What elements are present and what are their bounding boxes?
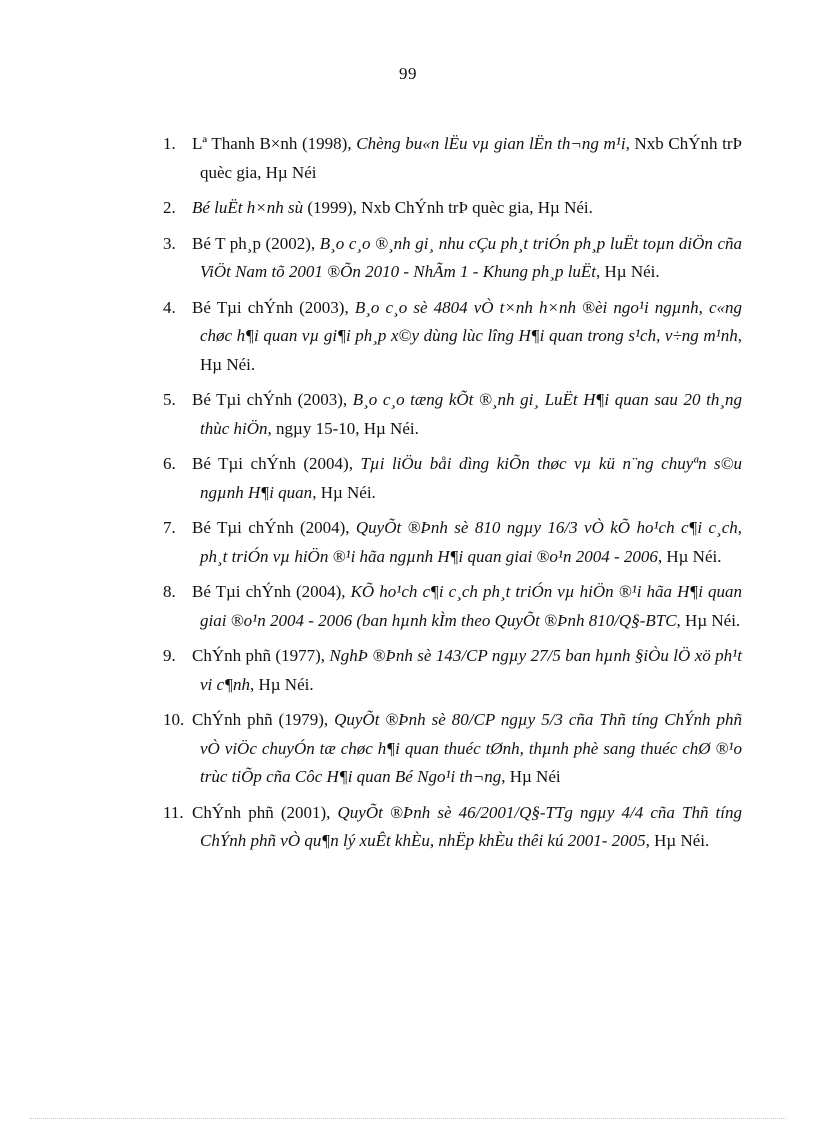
reference-publisher: , Hµ Néi. — [249, 674, 314, 694]
reference-item — [134, 578, 742, 635]
reference-author: ChÝnh phñ (1977), — [192, 646, 330, 665]
reference-number: 1. — [163, 134, 176, 153]
reference-item — [134, 799, 742, 856]
reference-number: 6. — [163, 454, 176, 473]
reference-item — [134, 386, 742, 443]
reference-number: 2. — [163, 198, 176, 217]
reference-title: B¸o c¸o sè 4804 vÒ t×nh h×nh ®èi ngo¹i ngµnh, c«ng chøc h¶i quan vµ gi¶i ph¸p x©y dùng lùc lîng H¶i quan trong s¹ch, v÷ng m¹nh — [200, 297, 743, 345]
reference-author: ChÝnh phñ (2001), — [192, 802, 338, 822]
reference-list — [134, 130, 742, 863]
reference-title: KÕ ho¹ch c¶i c¸ch ph¸t triÓn vµ hiÖn ®¹i hãa H¶i quan giai ®o¹n 2004 - 2006 (ban hµnh kÌm theo QuyÕt ®Þnh 810/Q§-BTC — [200, 582, 743, 630]
reference-publisher: , Nxb ChÝnh trÞ quèc gia, Hµ Néi — [200, 134, 743, 182]
reference-title: QuyÕt ®Þnh sè 46/2001/Q§-TTg ngµy 4/4 cña Thñ tíng ChÝnh phñ vÒ qu¶n lý xuÊt khÈu, nhËp khÈu thêi kú 2001- 2005 — [200, 802, 742, 850]
reference-author: Bé T ph¸p (2002), — [192, 233, 320, 253]
reference-title: Tµi liÖu båi dìng kiÕn thøc vµ kü n¨ng chuyªn s©u ngµnh H¶i quan — [200, 454, 742, 502]
reference-item — [134, 230, 742, 287]
reference-publisher: , Hµ Néi. — [645, 831, 710, 850]
reference-publisher: , Hµ Néi. — [312, 482, 376, 502]
reference-publisher: (1999), Nxb ChÝnh trÞ quèc gia, Hµ Néi. — [303, 198, 593, 217]
reference-publisher: , Hµ Néi. — [657, 546, 722, 566]
reference-title: QuyÕt ®Þnh sè 810 ngµy 16/3 vÒ kÕ ho¹ch c¶i c¸ch, ph¸t triÓn vµ hiÖn ®¹i hãa ngµnh H¶i quan giai ®o¹n 2004 - 2006 — [200, 518, 743, 566]
reference-number: 7. — [163, 518, 176, 537]
reference-number: 10. — [163, 710, 185, 729]
reference-number: 3. — [163, 233, 176, 253]
reference-author: Bé Tµi chÝnh (2003), — [192, 390, 353, 409]
reference-author: Bé Tµi chÝnh (2004), — [192, 518, 356, 537]
reference-item — [134, 130, 742, 187]
page-bottom-divider — [30, 1118, 786, 1119]
reference-number: 11. — [163, 802, 184, 822]
reference-title: B¸o c¸o tæng kÕt ®¸nh gi¸ LuËt H¶i quan sau 20 th¸ng thùc hiÖn — [200, 390, 742, 438]
reference-publisher: , Hµ Néi — [501, 767, 561, 786]
reference-number: 9. — [163, 646, 176, 665]
page-number: 99 — [399, 64, 417, 83]
reference-author: Bé Tµi chÝnh (2004), — [192, 454, 361, 473]
reference-title: NghÞ ®Þnh sè 143/CP ngµy 27/5 ban hµnh §iÒu lÖ xö ph¹t vi c¶nh — [200, 646, 742, 694]
reference-item — [134, 642, 742, 699]
reference-publisher: , Hµ Néi. — [596, 262, 660, 281]
reference-item — [134, 194, 742, 223]
reference-title: Chèng bu«n lËu vµ gian lËn th¬ng m¹i — [356, 134, 626, 153]
reference-number: 5. — [163, 390, 176, 409]
reference-publisher: , Hµ Néi. — [676, 610, 741, 630]
reference-author: ChÝnh phñ (1979), — [192, 710, 335, 729]
reference-publisher: , Hµ Néi. — [200, 326, 742, 374]
reference-item — [134, 514, 742, 571]
reference-item — [134, 294, 742, 380]
reference-author: Lª Thanh B×nh (1998), — [192, 134, 357, 153]
reference-number: 4. — [163, 297, 176, 317]
reference-author: Bé Tµi chÝnh (2003), — [192, 297, 355, 317]
reference-title: B¸o c¸o ®¸nh gi¸ nhu cÇu ph¸t triÓn ph¸p luËt toµn diÖn cña ViÖt Nam tõ 2001 ®Õn 2010 - NhÃm 1 - Khung ph¸p luËt — [200, 233, 742, 281]
reference-title: QuyÕt ®Þnh sè 80/CP ngµy 5/3 cña Thñ tíng ChÝnh phñ vÒ viÖc chuyÓn tæ chøc h¶i quan thuéc tØnh, thµnh phè sang thuéc chØ ®¹o trùc tiÕp cña Côc H¶i quan Bé Ngo¹i th¬ng — [200, 710, 742, 786]
reference-number: 8. — [163, 582, 176, 601]
reference-publisher: , ngµy 15-10, Hµ Néi. — [267, 418, 419, 438]
reference-item — [134, 450, 742, 507]
reference-author: Bé Tµi chÝnh (2004), — [192, 582, 351, 601]
reference-title: Bé luËt h×nh sù — [192, 198, 304, 217]
reference-item — [134, 706, 742, 792]
